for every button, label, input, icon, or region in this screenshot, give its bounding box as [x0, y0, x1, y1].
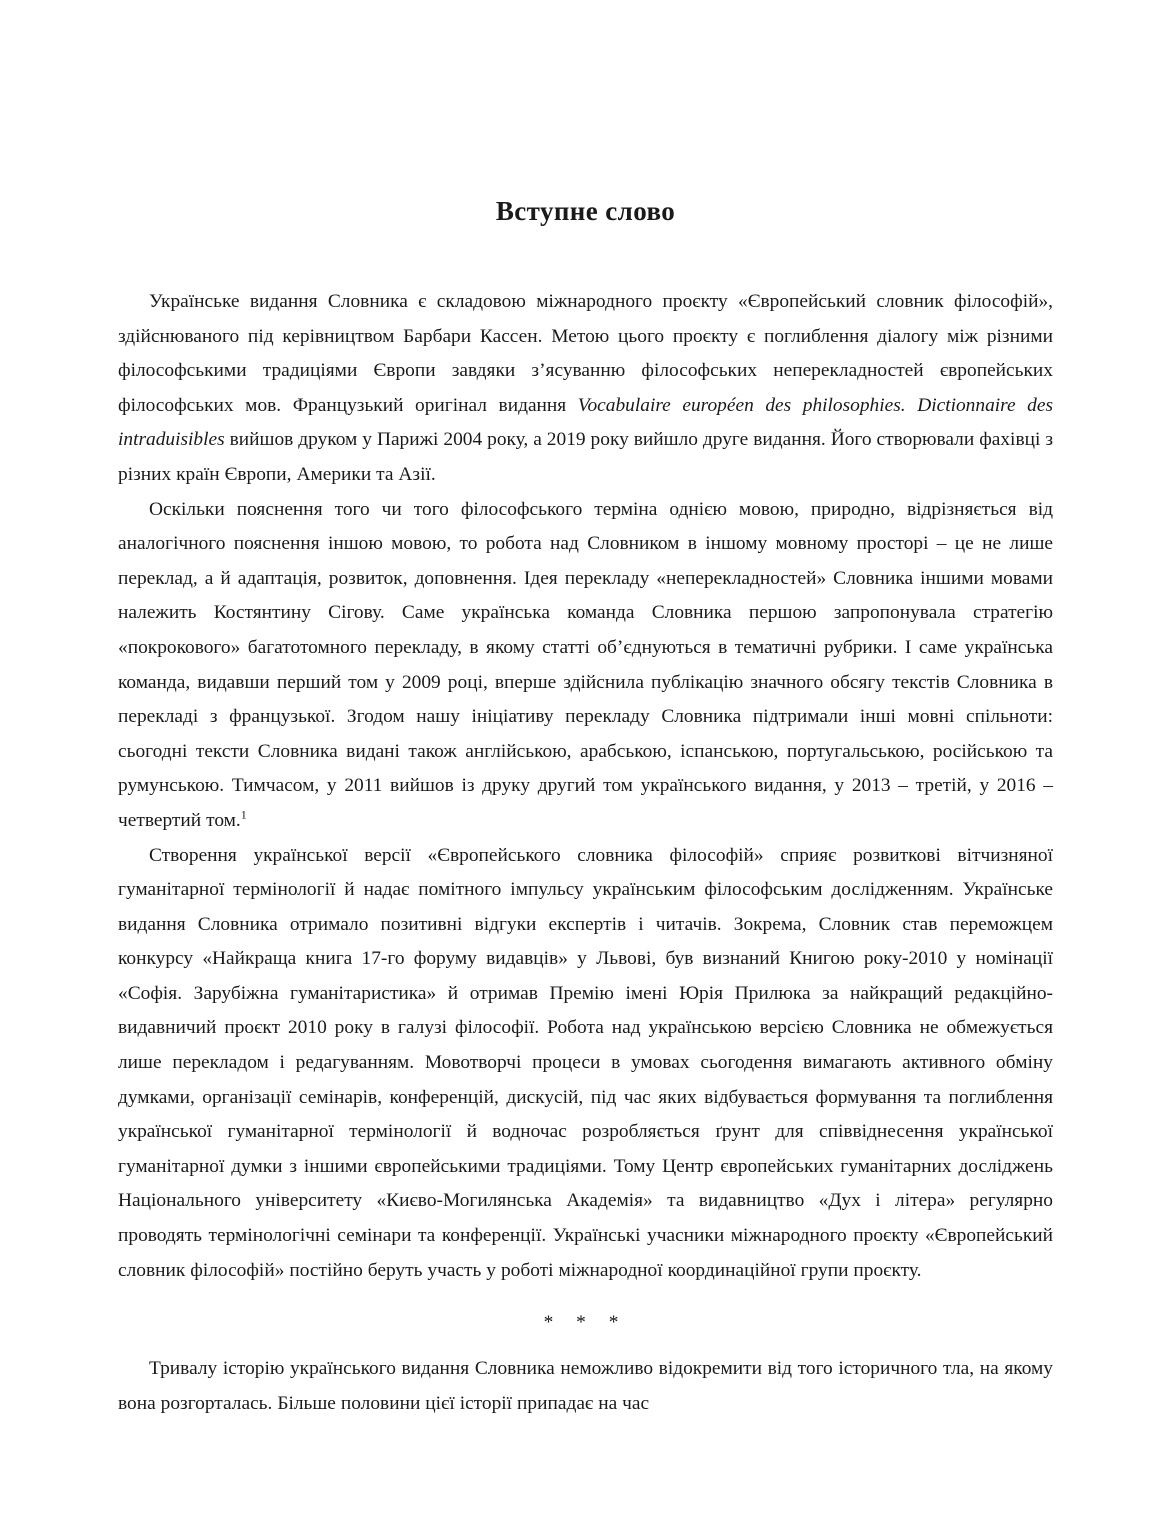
- page-content: [118, 196, 1053, 1421]
- page-title: Вступне слово: [495, 196, 676, 226]
- italic-title: Vocabulaire européen des philosophies. Dictionnaire des intraduisibles: [118, 394, 1053, 451]
- paragraph-1: [118, 285, 1053, 493]
- text-run: Тривалу історію українського видання Словника неможливо відокремити від того історичного тла, на якому вона розгорталась. Більше половини цієї історії припадає на час: [118, 1358, 1053, 1414]
- section-separator: * * *: [543, 1312, 628, 1334]
- text-run: вийшов друком у Парижі 2004 року, а 2019 року вийшло друге видання. Його створювали фахівці з різних країн Європи, Америки та Азії.: [118, 429, 1053, 485]
- text-run: Українське видання Словника є складовою міжнародного проєкту «Європейський словник філософій», здійснюваного під керівництвом Барбари Кассен. Метою цього проєкту є поглиблення діалогу між різними філософськими традиціями Європи завдяки з’ясуванню філософських неперекладностей європейських філософських мов. Французький оригінал видання: [118, 291, 1053, 416]
- text-run: Оскільки пояснення того чи того філософського терміна однією мовою, природно, відрізняється від аналогічного пояснення іншою мовою, то робота над Словником в іншому мовному просторі – це не лише переклад, а й адаптація, розвиток, доповнення. Ідея перекладу «неперекладностей» Словника іншими мовами належить Костянтину Сігову. Саме українська команда Словника першою запропонувала стратегію «покрокового» багатотомного перекладу, в якому статті об’єднуються в тематичні рубрики. І саме українська команда, видавши перший том у 2009 році, вперше здійснила публікацію значного обсягу текстів Словника в перекладі з французької. Згодом нашу ініціативу перекладу Словника підтримали інші мовні спільноти: сьогодні тексти Словника видані також англійською, арабською, іспанською, португальською, російською та румунською. Тимчасом, у 2011 вийшов із друку другий том українського видання, у 2013 – третій, у 2016 – четвертий том.: [118, 498, 1053, 831]
- paragraph-3: [118, 839, 1053, 1289]
- paragraph-4: [118, 1352, 1053, 1421]
- body-text: [118, 285, 1053, 1421]
- paragraph-2: [118, 493, 1053, 839]
- text-run: Створення української версії «Європейського словника філософій» сприяє розвиткові вітчизняної гуманітарної термінології й надає помітного імпульсу українським філософським дослідженням. Українське видання Словника отримало позитивні відгуки експертів і читачів. Зокрема, Словник став переможцем конкурсу «Найкраща книга 17-го форуму видавців» у Львові, був визнаний Книгою року-2010 у номінації «Софія. Зарубіжна гуманітаристика» й отримав Премію імені Юрія Прилюка за найкращий редакційно-видавничий проєкт 2010 року в галузі філософії. Робота над українською версією Словника не обмежується лише перекладом і редагуванням. Мовотворчі процеси в умовах сьогодення вимагають активного обміну думками, організації семінарів, конференцій, дискусій, під час яких відбувається формування та поглиблення української гуманітарної термінології й водночас розробляється ґрунт для співвіднесення української гуманітарної думки з іншими європейськими традиціями. Тому Центр європейських гуманітарних досліджень Національного університету «Києво-Могилянська Академія» та видавництво «Дух і літера» регулярно проводять термінологічні семінари та конференції. Українські учасники міжнародного проєкту «Європейський словник філософій» постійно беруть участь у роботі міжнародної координаційної групи проєкту.: [118, 844, 1053, 1281]
- footnote-marker: 1: [240, 807, 247, 822]
